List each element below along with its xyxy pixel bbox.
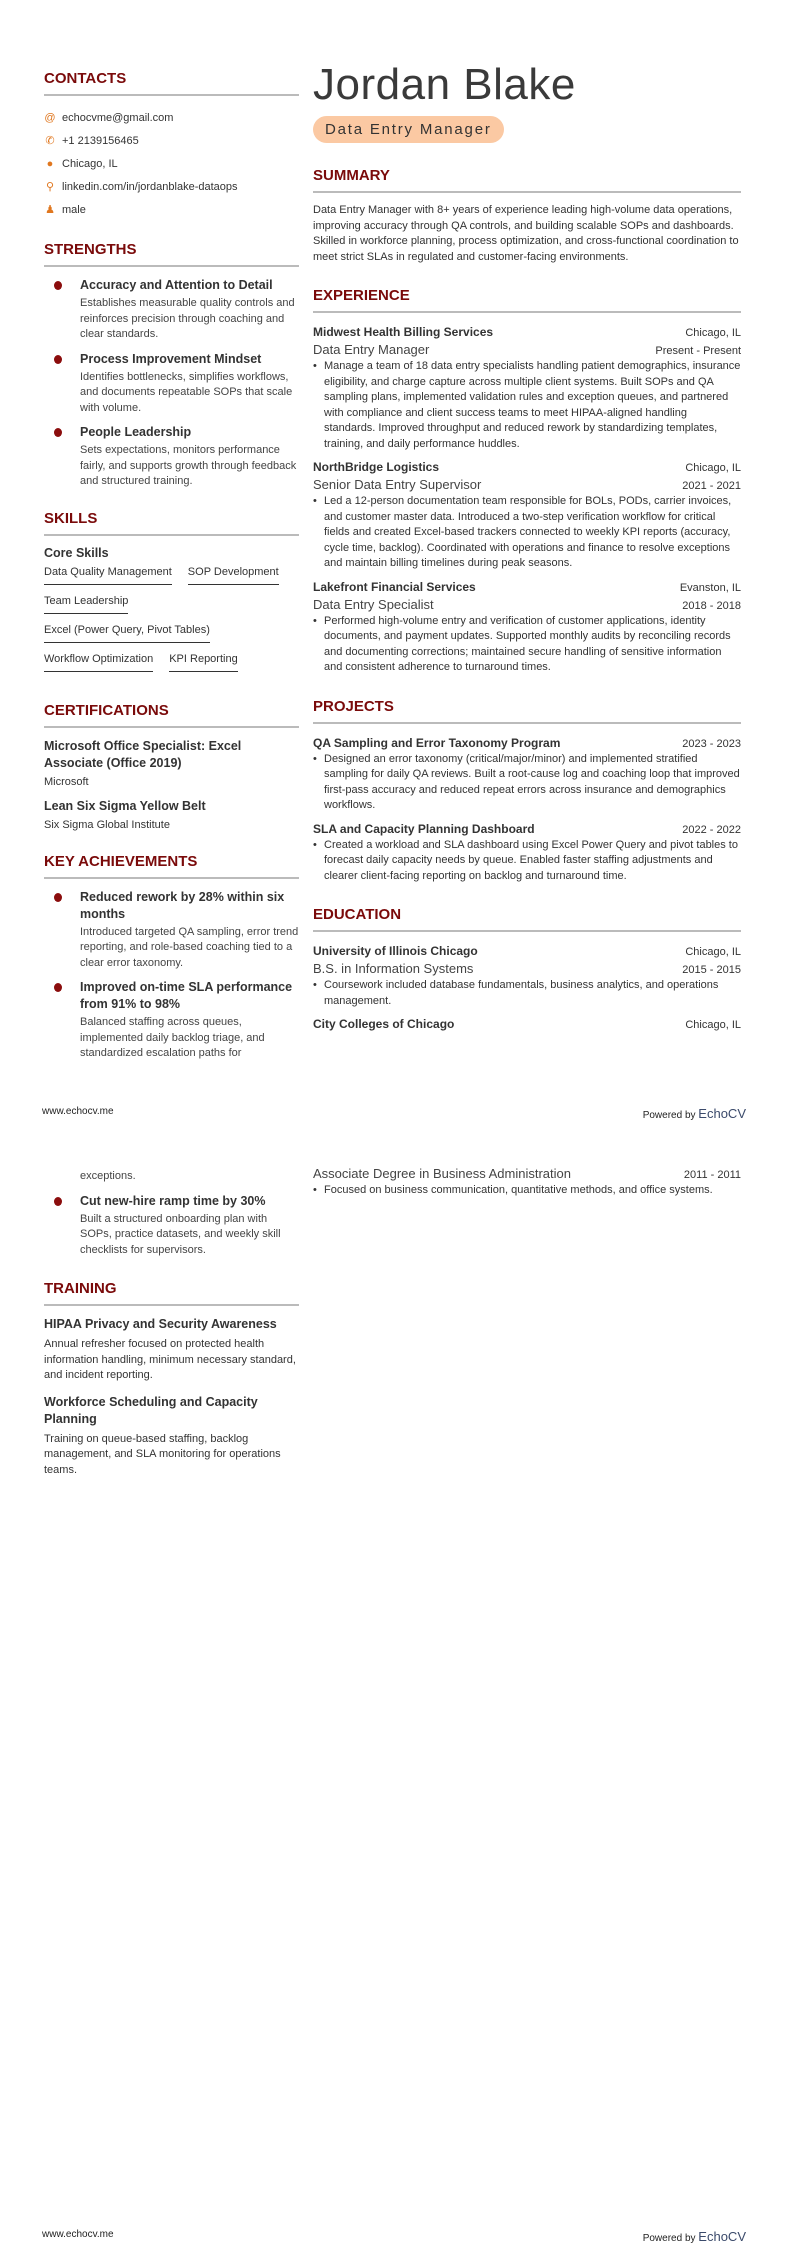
achievement-item [44,1193,299,1259]
degree: Associate Degree in Business Administration [313,1166,571,1181]
skill-group-title: Core Skills [44,545,109,560]
school-location: Chicago, IL [685,946,741,958]
cert-title: Microsoft Office Specialist: Excel Associate (Office 2019) [44,738,242,770]
job-location: Evanston, IL [679,581,741,594]
strength-item [44,351,299,417]
summary-heading: SUMMARY [313,167,741,193]
achievement-item [44,979,299,1062]
school-name: University of Illinois Chicago [313,944,478,958]
education-bullet: • Focused on business communication, quantitative methods, and office systems. [313,1183,741,1199]
job-dates: 2021 - 2021 [682,480,741,492]
cert-issuer: Six Sigma Global Institute [44,818,170,831]
projects-heading: PROJECTS [313,698,741,724]
footer-site-link[interactable]: www.echocv.me [42,1106,114,1117]
cert-title: Lean Six Sigma Yellow Belt [44,798,206,813]
contact-text: linkedin.com/in/jordanblake-dataops [62,180,238,193]
achievements-heading: KEY ACHIEVEMENTS [44,853,299,879]
strength-item [44,277,299,343]
project-name: QA Sampling and Error Taxonomy Program [313,735,561,750]
company-name: Midwest Health Billing Services [313,325,494,339]
education-bullet: • Coursework included database fundamentals, business analytics, and operations management. [313,978,741,1009]
training-desc: Annual refresher focused on protected health information handling, minimum necessary standard, and incident reporting. [44,1338,296,1381]
project-dates: 2023 - 2023 [682,737,741,750]
right-column [313,60,741,1033]
job-role: Data Entry Specialist [313,596,434,612]
strength-title: People Leadership [80,425,192,439]
summary-text: Data Entry Manager with 8+ years of experience leading high-volume data operations, improving accuracy through QA controls, and building scalable SOPs and dashboards. Skilled in workforce planning, process optimization, and cross-functional coordination to meet strict SLAs in regulated and customer-facing environments. [313,204,739,263]
job-location: Chicago, IL [685,327,741,339]
contact-phone[interactable] [44,129,299,152]
company-name: Lakefront Financial Services [313,579,476,594]
right-column [313,1165,741,1205]
education-dates: 2011 - 2011 [683,1169,741,1181]
strength-desc: Identifies bottlenecks, simplifies workflows, and documents repeatable SOPs that scale with volume. [80,370,293,414]
job-title-badge: Data Entry Manager [313,116,504,143]
bullet-dot-icon [54,281,62,290]
achievement-item [44,889,299,972]
bullet-dot-icon [54,1197,62,1206]
location-icon: ● [46,157,54,170]
bullet-dot-icon [54,983,62,992]
project-dates: 2022 - 2022 [682,823,741,836]
footer-powered-by[interactable] [643,2229,746,2244]
training-title: Workforce Scheduling and Capacity Planning [44,1394,258,1426]
skill-chip: Team Leadership [44,595,128,614]
contact-text: +1 2139156465 [62,134,139,147]
resume-page-2 [0,1123,794,2246]
bullet-dot-icon [54,893,62,902]
strengths-heading: STRENGTHS [44,241,299,267]
project-entry [313,820,741,885]
skill-list [44,566,299,682]
bullet-dot-icon [54,355,62,364]
achievement-desc: Built a structured onboarding plan with SOPs, practice datasets, and weekly skill checklists for supervisors. [80,1212,281,1256]
school-location: Chicago, IL [685,1019,741,1031]
contact-gender [44,198,299,221]
phone-icon: ✆ [45,135,55,147]
project-name: SLA and Capacity Planning Dashboard [313,821,535,836]
achievement-continued [44,1169,299,1185]
contact-text: echocvme@gmail.com [62,111,174,124]
experience-entry [313,578,741,676]
left-column [44,70,299,1070]
skill-chip: Excel (Power Query, Pivot Tables) [44,624,210,643]
job-bullet: • Manage a team of 18 data entry specialists handling patient demographics, insurance eligibility, and charge capture across multiple client systems. Built SOPs and QA sampling plans, implemented validation rules and exception queues, and partnered with compliance and client success teams to meet HIPAA-aligned handling standards. Improved throughput and reduced rework by standardizing templates, training, and daily performance huddles. [313,359,741,452]
contact-linkedin[interactable] [44,175,299,198]
experience-entry [313,323,741,452]
at-icon: @ [44,111,56,124]
skills-heading: SKILLS [44,510,299,536]
link-icon: ⚲ [45,181,55,193]
school-name: City Colleges of Chicago [313,1017,455,1031]
strength-title: Accuracy and Attention to Detail [80,278,273,292]
contacts-heading: CONTACTS [44,70,299,96]
bullet-dot-icon [54,428,62,437]
brand-name: EchoCV [698,2229,746,2244]
achievement-desc: Introduced targeted QA sampling, error trend reporting, and role-based coaching tied to a clear error taxonomy. [80,925,299,969]
skill-chip: Data Quality Management [44,566,172,585]
job-dates: 2018 - 2018 [682,599,741,612]
education-heading: EDUCATION [313,906,741,932]
achievement-title: Improved on-time SLA performance from 91% to 98% [80,980,293,1011]
contact-text: Chicago, IL [62,157,118,170]
strength-desc: Sets expectations, monitors performance fairly, and supports growth through feedback and structured training. [80,444,297,487]
contact-location [44,152,299,175]
skill-chip: SOP Development [188,566,279,585]
project-bullet: • Created a workload and SLA dashboard using Excel Power Query and pivot tables to forecast daily capacity needs by queue. Enabled faster staffing adjustments and clearer client-facing reporting on backlog and turnaround time. [313,838,741,885]
skill-chip: Workflow Optimization [44,653,153,672]
training-title: HIPAA Privacy and Security Awareness [44,1317,277,1331]
cert-issuer: Microsoft [44,775,89,788]
achievement-desc: Balanced staffing across queues, implemented daily backlog triage, and standardized escalation paths for [80,1016,265,1059]
project-entry [313,734,741,814]
footer-site-link[interactable]: www.echocv.me [42,2229,114,2240]
training-desc: Training on queue-based staffing, backlog management, and SLA monitoring for operations teams. [44,1432,281,1476]
skill-chip: KPI Reporting [169,653,237,672]
training-heading: TRAINING [44,1280,299,1306]
certifications-heading: CERTIFICATIONS [44,702,299,728]
job-location: Chicago, IL [685,462,741,474]
achievement-desc: exceptions. [80,1170,136,1182]
job-role: Senior Data Entry Supervisor [313,477,482,492]
degree: B.S. in Information Systems [313,961,474,976]
education-entry [313,942,741,1009]
powered-by-text: Powered by [642,2233,696,2244]
company-name: NorthBridge Logistics [313,460,440,474]
candidate-name: Jordan Blake [313,60,576,109]
achievement-title: Cut new-hire ramp time by 30% [80,1193,266,1208]
strength-title: Process Improvement Mindset [80,351,262,366]
experience-heading: EXPERIENCE [313,287,741,313]
person-icon: ♟ [45,204,55,216]
contact-email[interactable] [44,106,299,129]
job-bullet: • Performed high-volume entry and verification of customer applications, identity documents, and payment updates. Supported monthly audits by reconciling records and documenting corrections; maintained secure handling of sensitive information and consistent adherence to turnaround times. [313,614,741,676]
job-dates: Present - Present [655,345,741,357]
contact-text: male [62,203,86,216]
left-column [44,1167,299,1478]
powered-by-text: Powered by [642,1110,696,1121]
job-role: Data Entry Manager [313,342,430,357]
experience-entry [313,458,741,572]
project-bullet: • Designed an error taxonomy (critical/major/minor) and implemented stratified sampling for daily QA reviews. Built a root-cause log and coaching loop that improved first-pass accuracy and reduced repeat errors across insurance and demographics workflows. [313,752,741,814]
achievement-title: Reduced rework by 28% within six months [80,889,285,921]
footer-powered-by[interactable] [643,1106,746,1121]
strength-desc: Establishes measurable quality controls and reinforces precision through coaching and clear standards. [80,297,295,340]
education-dates: 2015 - 2015 [682,964,741,976]
job-bullet: • Led a 12-person documentation team responsible for BOLs, PODs, carrier invoices, and customer master data. Introduced a two-step verification workflow for critical fields and created Excel-based trackers connected to weekly KPI reports (accuracy, cycle time, backlog). Coordinated with operations and finance to resolve exceptions and maintain billing timelines during peak seasons. [313,494,741,572]
brand-name: EchoCV [698,1106,746,1121]
strength-item [44,424,299,490]
